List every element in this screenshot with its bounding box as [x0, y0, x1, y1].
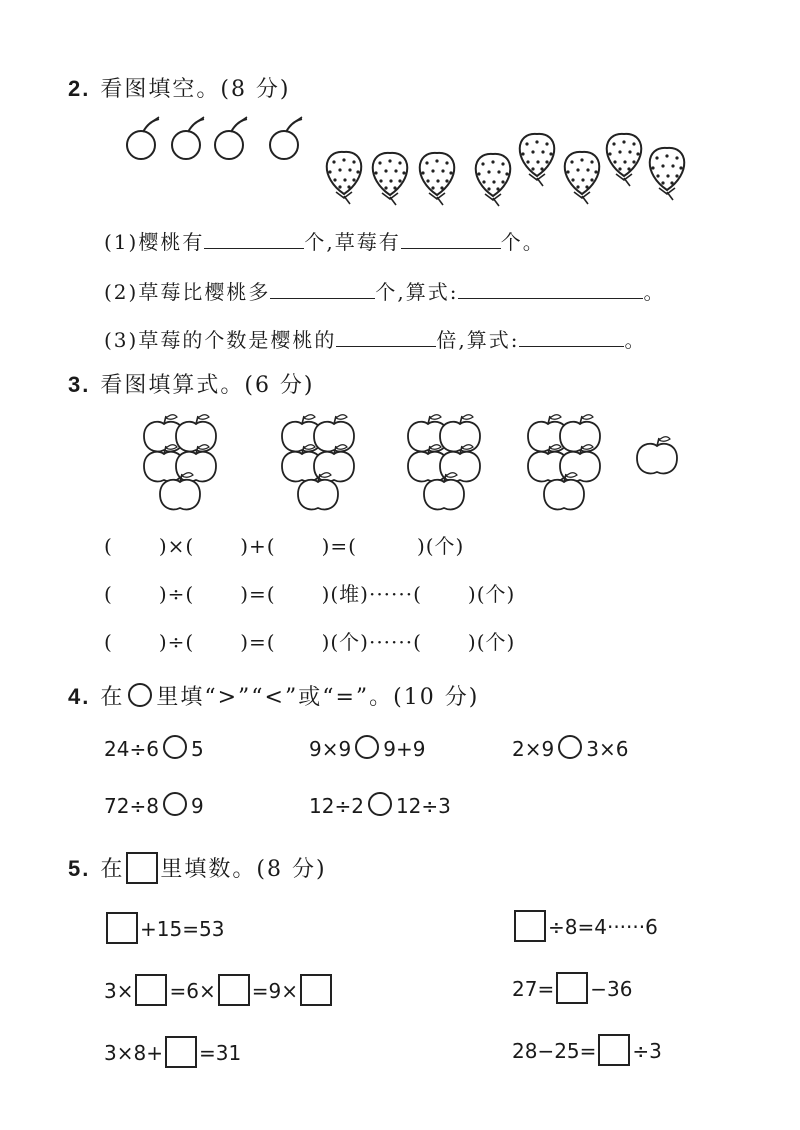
q5-eq-text: 27=	[512, 977, 555, 1001]
apple-icon	[314, 415, 354, 452]
apple-group	[144, 415, 216, 510]
q5-eq-text: 3×	[104, 979, 134, 1003]
q2-line-3-text-c: 。	[624, 328, 647, 352]
q5-number: 5.	[68, 856, 91, 881]
q4-item-right: 3×6	[586, 737, 629, 761]
q3-title: 看图填算式。(6 分)	[100, 373, 315, 398]
q5-eq-text: 28−25=	[512, 1039, 597, 1063]
q5-title-after: 里填数。(8 分)	[160, 857, 327, 882]
q2-line-2	[104, 276, 665, 305]
answer-blank[interactable]	[270, 278, 375, 299]
compare-circle[interactable]	[368, 792, 392, 816]
q4-item-right: 9+9	[383, 737, 426, 761]
q3-row-1-part: )+(	[240, 534, 276, 558]
answer-blank[interactable]	[519, 326, 624, 347]
q2-line-1	[104, 226, 545, 255]
q3-row-2-part: )÷(	[158, 582, 195, 606]
apples-illustration	[144, 415, 677, 510]
q4-item-left: 72÷8	[104, 794, 159, 818]
q5-eq-text: 3×8+	[104, 1041, 163, 1065]
q5-eq-4	[512, 910, 658, 942]
q2-heading	[68, 72, 291, 103]
apple-group	[528, 415, 600, 510]
q3-number: 3.	[68, 372, 91, 397]
answer-blank[interactable]	[336, 326, 436, 347]
answer-box[interactable]	[514, 910, 546, 942]
q2-line-1-text-c: 个。	[500, 230, 545, 254]
apple-icon	[176, 415, 216, 452]
q4-item-4	[104, 792, 204, 818]
apple-icon	[560, 415, 600, 452]
q2-title: 看图填空。(8 分)	[100, 77, 291, 102]
q5-eq-3	[104, 1036, 241, 1068]
q3-row-3-part: )÷(	[158, 630, 195, 654]
q2-line-3-text-b: 倍,算式:	[436, 328, 520, 352]
q5-eq-6	[512, 1034, 662, 1066]
cherry-icon	[215, 117, 247, 159]
q5-eq-5	[512, 972, 632, 1004]
q3-row-3-part: (	[104, 630, 113, 654]
answer-box[interactable]	[218, 974, 250, 1006]
strawberry-icon	[373, 153, 408, 205]
apple-icon	[440, 415, 480, 452]
answer-box[interactable]	[556, 972, 588, 1004]
q3-row-2-part: )(个)	[467, 582, 516, 606]
q4-item-1	[104, 735, 204, 761]
strawberry-icon	[420, 153, 455, 205]
q4-item-5	[309, 792, 451, 818]
q3-row-1	[104, 530, 464, 559]
q3-row-1-part: )=(	[321, 534, 357, 558]
compare-circle[interactable]	[355, 735, 379, 759]
q3-row-2-part: )(堆)······(	[321, 582, 422, 606]
q3-row-3-part: )(个)	[467, 630, 516, 654]
q4-item-right: 9	[190, 794, 204, 818]
q5-eq-text: −36	[590, 977, 633, 1001]
q2-line-2-text-c: 。	[643, 280, 666, 304]
cherry-icon	[127, 117, 159, 159]
q5-eq-text: =31	[198, 1041, 242, 1065]
q5-eq-text: =6×	[169, 979, 216, 1003]
q5-heading	[68, 852, 327, 884]
q5-eq-2	[104, 974, 334, 1006]
q5-eq-text: +15=53	[140, 917, 225, 941]
q2-line-1-text-a: (1)樱桃有	[104, 230, 205, 254]
answer-box[interactable]	[165, 1036, 197, 1068]
strawberry-icon	[607, 134, 642, 186]
answer-blank[interactable]	[401, 228, 501, 249]
apple-group	[408, 415, 480, 510]
q5-eq-text: ÷8=4······6	[548, 915, 658, 939]
q3-row-2-part: (	[104, 582, 113, 606]
strawberry-icon	[476, 154, 511, 206]
q5-eq-1	[104, 912, 224, 944]
q2-number: 2.	[68, 76, 91, 101]
strawberry-icon	[327, 152, 362, 204]
apple-group	[282, 415, 354, 510]
strawberries-illustration	[327, 134, 685, 206]
q2-line-1-text-b: 个,草莓有	[304, 230, 401, 254]
strawberry-icon	[565, 152, 600, 204]
q3-heading	[68, 368, 315, 399]
compare-circle[interactable]	[558, 735, 582, 759]
q4-heading	[68, 680, 479, 711]
q4-item-left: 2×9	[512, 737, 555, 761]
q3-row-1-part: )(个)	[416, 534, 465, 558]
q4-item-right: 5	[190, 737, 204, 761]
answer-box[interactable]	[106, 912, 138, 944]
cherry-icon	[270, 117, 302, 159]
cherry-icon	[172, 117, 204, 159]
answer-box[interactable]	[598, 1034, 630, 1066]
q3-row-2	[104, 578, 515, 607]
q2-line-2-text-a: (2)草莓比樱桃多	[104, 280, 271, 304]
q4-item-left: 9×9	[309, 737, 352, 761]
apple-icon	[637, 437, 677, 474]
answer-blank[interactable]	[458, 278, 643, 299]
q4-item-left: 12÷2	[309, 794, 364, 818]
q3-row-3-part: )(个)······(	[321, 630, 422, 654]
answer-blank[interactable]	[204, 228, 304, 249]
q5-eq-text: ÷3	[632, 1039, 662, 1063]
q3-row-2-part: )=(	[240, 582, 276, 606]
q2-line-3	[104, 324, 646, 353]
q3-row-1-part: (	[104, 534, 113, 558]
q4-number: 4.	[68, 684, 91, 709]
compare-circle-icon	[128, 683, 152, 707]
q3-row-3-part: )=(	[240, 630, 276, 654]
q4-title-before: 在	[100, 685, 125, 710]
q2-line-2-text-b: 个,算式:	[375, 280, 459, 304]
answer-box[interactable]	[135, 974, 167, 1006]
q3-row-3	[104, 626, 515, 655]
q5-title-before: 在	[100, 857, 125, 882]
q4-item-right: 12÷3	[395, 794, 451, 818]
compare-circle[interactable]	[163, 735, 187, 759]
q4-item-left: 24÷6	[104, 737, 159, 761]
q4-title-after: 里填“>”“<”或“=”。(10 分)	[156, 685, 480, 710]
q4-item-2	[309, 735, 425, 761]
q5-eq-text: =9×	[251, 979, 298, 1003]
q3-row-1-part: )×(	[158, 534, 195, 558]
fill-box-icon	[126, 852, 158, 884]
strawberry-icon	[520, 134, 555, 186]
q4-item-3	[512, 735, 628, 761]
strawberry-icon	[650, 148, 685, 200]
q2-line-3-text-a: (3)草莓的个数是樱桃的	[104, 328, 337, 352]
cherries-illustration	[127, 117, 302, 159]
compare-circle[interactable]	[163, 792, 187, 816]
answer-box[interactable]	[300, 974, 332, 1006]
